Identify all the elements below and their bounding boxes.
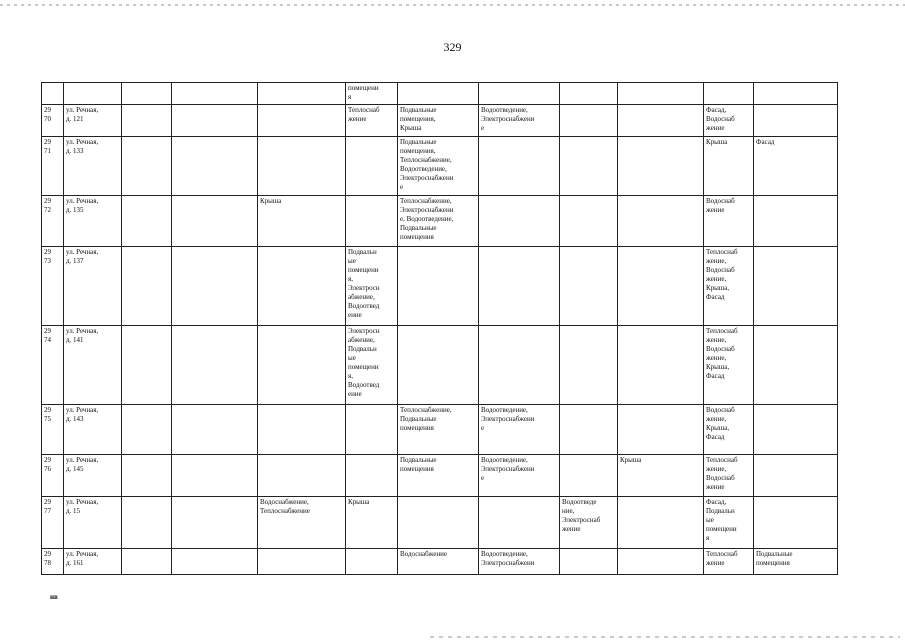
cell-col-6 [346, 405, 398, 455]
table-row [42, 326, 838, 405]
cell-col-5 [258, 105, 346, 137]
cell-col-8 [479, 196, 560, 247]
cell-col-7: Теплоснабжение, Электроснабжени е, Водоотведение, Подвальные помещения [398, 196, 479, 247]
cell-col-3 [122, 137, 172, 196]
cell-col-12 [754, 196, 838, 247]
cell-row-number: 29 77 [42, 497, 64, 549]
table-row [42, 105, 838, 137]
cell-col-8 [479, 137, 560, 196]
cell-col-4 [172, 455, 258, 497]
table-row [42, 247, 838, 326]
cell-col-8: Водоотведение, Электроснабжени е [479, 105, 560, 137]
cell-col-4 [172, 196, 258, 247]
page-number: 329 [443, 40, 462, 54]
cell-col-7 [398, 83, 479, 105]
cell-col-5 [258, 549, 346, 575]
cell-col-8 [479, 497, 560, 549]
table-row [42, 549, 838, 575]
cell-col-3 [122, 549, 172, 575]
cell-col-3 [122, 497, 172, 549]
cell-col-10 [618, 83, 704, 105]
footer-mark: нв [50, 593, 58, 601]
cell-col-6 [346, 455, 398, 497]
cell-col-10 [618, 405, 704, 455]
cell-address: ул. Речная, д. 133 [64, 137, 122, 196]
cell-col-4 [172, 83, 258, 105]
cell-col-5: Крыша [258, 196, 346, 247]
cell-col-6: Подвальн ые помещени я, Электросн абжение, Водоотвед ение [346, 247, 398, 326]
cell-col-4 [172, 137, 258, 196]
cell-col-9 [560, 326, 618, 405]
cell-col-6: Теплоснаб жение [346, 105, 398, 137]
cell-col-10 [618, 497, 704, 549]
cell-col-10 [618, 137, 704, 196]
cell-col-6 [346, 137, 398, 196]
cell-col-12: Фасад [754, 137, 838, 196]
cell-col-8: Водоотведение, Электроснабжени е [479, 405, 560, 455]
cell-col-12 [754, 105, 838, 137]
cell-address: ул. Речная, д. 161 [64, 549, 122, 575]
cell-col-4 [172, 405, 258, 455]
table-row [42, 83, 838, 105]
cell-col-10: Крыша [618, 455, 704, 497]
cell-col-9 [560, 247, 618, 326]
cell-col-5 [258, 247, 346, 326]
cell-col-4 [172, 549, 258, 575]
cell-col-7: Подвальные помещения, Теплоснабжение, Водоотведение, Электроснабжени е [398, 137, 479, 196]
cell-col-9 [560, 549, 618, 575]
cell-row-number: 29 71 [42, 137, 64, 196]
cell-col-7 [398, 497, 479, 549]
table-row [42, 455, 838, 497]
cell-col-7 [398, 247, 479, 326]
cell-col-7: Подвальные помещения [398, 455, 479, 497]
cell-address: ул. Речная, д. 145 [64, 455, 122, 497]
cell-col-8 [479, 247, 560, 326]
cell-col-9 [560, 405, 618, 455]
cell-col-7: Водоснабжение [398, 549, 479, 575]
cell-row-number [42, 83, 64, 105]
cell-col-9 [560, 137, 618, 196]
cell-col-6: Электросн абжение, Подвальн ые помещени я, Водоотвед ение [346, 326, 398, 405]
cell-col-6 [346, 549, 398, 575]
cell-col-11: Водоснаб жение [704, 196, 754, 247]
cell-row-number: 29 78 [42, 549, 64, 575]
cell-col-9 [560, 83, 618, 105]
cell-col-12 [754, 455, 838, 497]
cell-col-11: Водоснаб жение, Крыша, Фасад [704, 405, 754, 455]
cell-col-8: Водоотведение, Электроснабжени [479, 549, 560, 575]
cell-col-8: Водоотведение, Электроснабжени е [479, 455, 560, 497]
cell-col-3 [122, 105, 172, 137]
cell-col-7 [398, 326, 479, 405]
repair-schedule-table [41, 82, 838, 575]
cell-col-11: Теплоснаб жение, Водоснаб жение [704, 455, 754, 497]
cell-address: ул. Речная, д. 141 [64, 326, 122, 405]
cell-col-11: Крыша [704, 137, 754, 196]
cell-col-10 [618, 196, 704, 247]
cell-row-number: 29 74 [42, 326, 64, 405]
cell-col-11 [704, 83, 754, 105]
table-row [42, 405, 838, 455]
table-row [42, 196, 838, 247]
cell-address: ул. Речная, д. 135 [64, 196, 122, 247]
cell-col-6: Крыша [346, 497, 398, 549]
cell-col-9 [560, 105, 618, 137]
cell-col-5 [258, 455, 346, 497]
cell-col-12: Подвальные помещения [754, 549, 838, 575]
cell-col-7: Подвальные помещения, Крыша [398, 105, 479, 137]
cell-address [64, 83, 122, 105]
cell-col-5 [258, 137, 346, 196]
cell-address: ул. Речная, д. 137 [64, 247, 122, 326]
cell-col-8 [479, 326, 560, 405]
cell-address: ул. Речная, д. 143 [64, 405, 122, 455]
cell-col-4 [172, 247, 258, 326]
cell-col-3 [122, 196, 172, 247]
cell-col-12 [754, 497, 838, 549]
table-row [42, 137, 838, 196]
cell-col-10 [618, 105, 704, 137]
cell-col-11: Теплоснаб жение [704, 549, 754, 575]
scan-artifact-bottom [430, 636, 900, 638]
cell-col-4 [172, 105, 258, 137]
cell-col-12 [754, 326, 838, 405]
cell-col-9 [560, 196, 618, 247]
cell-col-5: Водоснабжение, Теплоснабжение [258, 497, 346, 549]
cell-col-3 [122, 247, 172, 326]
cell-col-10 [618, 326, 704, 405]
scan-artifact-top [0, 4, 905, 6]
cell-col-5 [258, 83, 346, 105]
cell-row-number: 29 72 [42, 196, 64, 247]
cell-col-12 [754, 83, 838, 105]
cell-row-number: 29 73 [42, 247, 64, 326]
cell-col-3 [122, 83, 172, 105]
cell-col-3 [122, 326, 172, 405]
cell-address: ул. Речная, д. 15 [64, 497, 122, 549]
cell-col-6 [346, 196, 398, 247]
cell-col-6: помещени я [346, 83, 398, 105]
cell-col-4 [172, 326, 258, 405]
cell-col-9: Водоотведе ние, Электроснаб жение [560, 497, 618, 549]
cell-col-3 [122, 455, 172, 497]
cell-address: ул. Речная, д. 121 [64, 105, 122, 137]
cell-col-10 [618, 549, 704, 575]
cell-col-9 [560, 455, 618, 497]
cell-col-3 [122, 405, 172, 455]
cell-col-11: Фасад, Подвальн ые помещени я [704, 497, 754, 549]
cell-col-12 [754, 247, 838, 326]
table-row [42, 497, 838, 549]
cell-col-11: Теплоснаб жение, Водоснаб жение, Крыша, Фасад [704, 247, 754, 326]
cell-row-number: 29 76 [42, 455, 64, 497]
cell-col-5 [258, 326, 346, 405]
cell-col-11: Теплоснаб жение, Водоснаб жение, Крыша, Фасад [704, 326, 754, 405]
cell-col-5 [258, 405, 346, 455]
cell-col-4 [172, 497, 258, 549]
cell-col-8 [479, 83, 560, 105]
cell-col-10 [618, 247, 704, 326]
cell-row-number: 29 70 [42, 105, 64, 137]
cell-col-7: Теплоснабжение, Подвальные помещения [398, 405, 479, 455]
cell-col-11: Фасад, Водоснаб жение [704, 105, 754, 137]
cell-col-12 [754, 405, 838, 455]
cell-row-number: 29 75 [42, 405, 64, 455]
